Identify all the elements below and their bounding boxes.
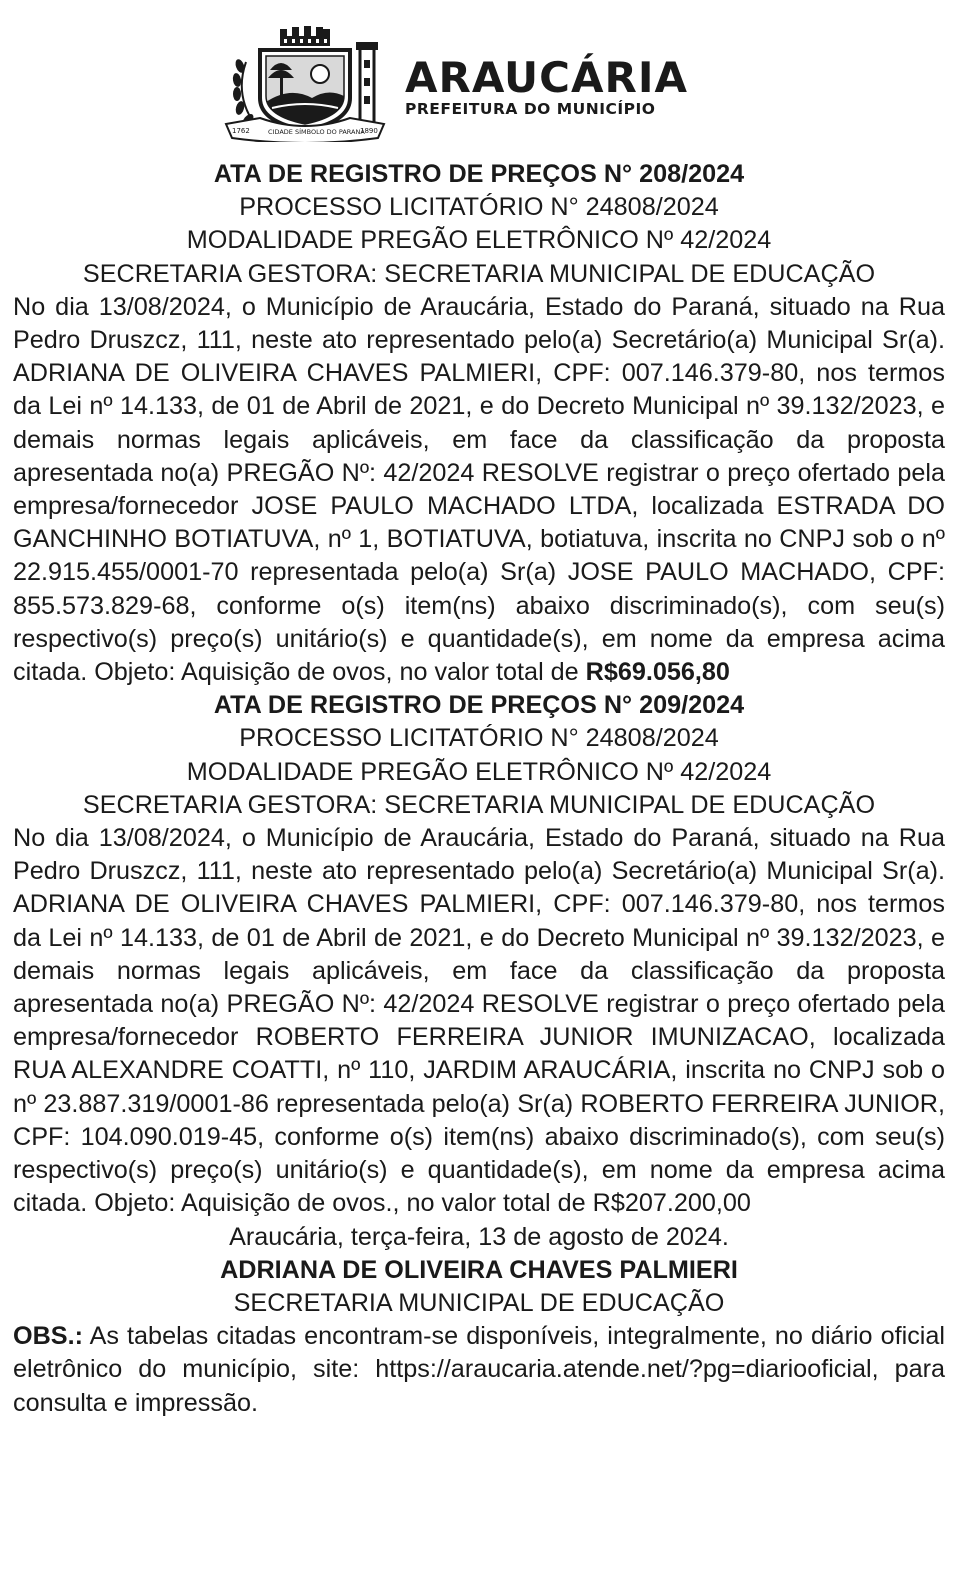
ata-2-modality: MODALIDADE PREGÃO ELETRÔNICO Nº 42/2024 (186, 757, 772, 786)
signer-role: SECRETARIA MUNICIPAL DE EDUCAÇÃO (233, 1288, 725, 1317)
ata-1-department: SECRETARIA GESTORA: SECRETARIA MUNICIPAL DE EDUCAÇÃO (82, 259, 876, 288)
ata-1-body-text: No dia 13/08/2024, o Município de Araucária, Estado do Paraná, situado na Rua Pedro Druszcz, 111, neste ato representado pelo(a) Secretário(a) Municipal Sr(a). ADRIANA DE OLIVEIRA CHAVES PALMIERI, CPF: 007.146.379-80, nos termos da Lei nº 14.133, de 01 de Abril de 2021, e do Decreto Municipal nº 39.132/2023, e demais normas legais aplicáveis, em face da classificação da proposta apresentada no(a) PREGÃO Nº: 42/2024 RESOLVE registrar o preço ofertado pela empresa/fornecedor JOSE PAULO MACHADO LTDA, localizada ESTRADA DO GANCHINHO BOTIATUVA, nº 1, BOTIATUVA, botiatuva, inscrita no CNPJ sob o nº 22.915.455/0001-70 representada pelo(a) Sr(a) JOSE PAULO MACHADO, CPF: 855.573.829-68, conforme o(s) item(ns) abaixo discriminado(s), com seu(s) respectivo(s) preço(s) unitário(s) e quantidade(s), em nome da empresa acima citada. Objeto: Aquisição de ovos, no valor total de (13, 292, 945, 687)
ata-1-body (13, 291, 945, 689)
place-date: Araucária, terça-feira, 13 de agosto de 2024. (229, 1222, 729, 1251)
observation (13, 1320, 945, 1420)
svg-text:CIDADE SÍMBOLO DO PARANÁ: CIDADE SÍMBOLO DO PARANÁ (268, 128, 365, 136)
signer-name: ADRIANA DE OLIVEIRA CHAVES PALMIERI (220, 1255, 738, 1284)
svg-text:1890: 1890 (360, 127, 378, 135)
svg-text:1762: 1762 (232, 127, 250, 135)
brand-name: ARAUCÁRIA (405, 53, 688, 102)
ata-2-title: ATA DE REGISTRO DE PREÇOS N° 209/2024 (213, 691, 745, 720)
ata-1-title: ATA DE REGISTRO DE PREÇOS N° 208/2024 (213, 160, 745, 188)
publication-text (13, 158, 945, 1420)
municipal-coat-of-arms-icon (220, 26, 390, 142)
ata-1-total: R$69.056,80 (585, 658, 730, 687)
observation-text: As tabelas citadas encontram-se disponíveis, integralmente, no diário oficial eletrônico do município, site: https://araucaria.atende.net/?pg=diariooficial, para consulta e impressão. (13, 1322, 945, 1417)
observation-label: OBS.: (13, 1322, 83, 1351)
brand-subtitle: PREFEITURA DO MUNICÍPIO (405, 100, 656, 118)
ata-1-process: PROCESSO LICITATÓRIO N° 24808/2024 (239, 193, 719, 222)
ata-2-department: SECRETARIA GESTORA: SECRETARIA MUNICIPAL DE EDUCAÇÃO (82, 790, 876, 819)
ata-2-process: PROCESSO LICITATÓRIO N° 24808/2024 (239, 724, 719, 753)
brand (405, 53, 745, 118)
ata-1-modality: MODALIDADE PREGÃO ELETRÔNICO Nº 42/2024 (186, 226, 772, 255)
masthead (220, 26, 740, 142)
ata-2-body: No dia 13/08/2024, o Município de Araucária, Estado do Paraná, situado na Rua Pedro Druszcz, 111, neste ato representado pelo(a) Secretário(a) Municipal Sr(a). ADRIANA DE OLIVEIRA CHAVES PALMIERI, CPF: 007.146.379-80, nos termos da Lei nº 14.133, de 01 de Abril de 2021, e do Decreto Municipal nº 39.132/2023, e demais normas legais aplicáveis, em face da classificação da proposta apresentada no(a) PREGÃO Nº: 42/2024 RESOLVE registrar o preço ofertado pela empresa/fornecedor ROBERTO FERREIRA JUNIOR IMUNIZACAO, localizada RUA ALEXANDRE COATTI, nº 110, JARDIM ARAUCÁRIA, inscrita no CNPJ sob o nº 23.887.319/0001-86 representada pelo(a) Sr(a) ROBERTO FERREIRA JUNIOR, CPF: 104.090.019-45, conforme o(s) item(ns) abaixo discriminado(s), com seu(s) respectivo(s) preço(s) unitário(s) e quantidade(s), em nome da empresa acima citada. Objeto: Aquisição de ovos., no valor total de R$207.200,00 (13, 824, 945, 1218)
